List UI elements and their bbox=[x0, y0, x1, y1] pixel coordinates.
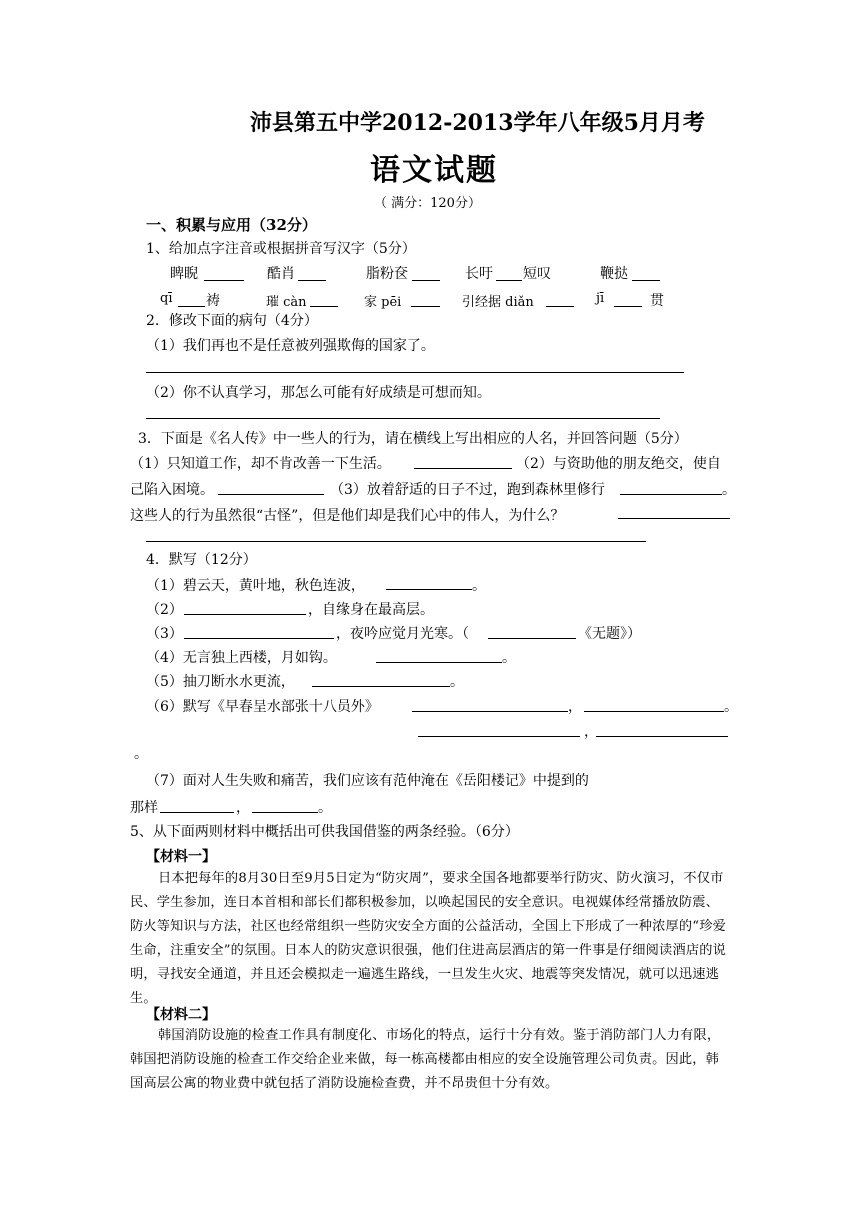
answer-blank[interactable] bbox=[411, 306, 440, 307]
material-2-text: 韩国消防设施的检查工作具有制度化、市场化的特点，运行十分有效。鉴于消防部门人力有限，韩国把消防设施的检查工作交给企业来做，每一栋高楼都由相应的安全设施管理公司负责。因此，韩国高层公寓的物业费中就包括了消防设施检查费，并不昂贵但十分有效。 bbox=[130, 1028, 721, 1091]
q1-word: 祷 bbox=[206, 293, 220, 309]
answer-blank[interactable] bbox=[386, 589, 472, 590]
q4-item-4: （4）无言独上西楼，月如钩。 bbox=[146, 650, 337, 666]
answer-blank[interactable] bbox=[632, 280, 660, 281]
answer-blank[interactable] bbox=[496, 280, 522, 281]
answer-blank[interactable] bbox=[418, 736, 580, 737]
q3-item-3: （3）放着舒适的日子不过，跑到森林里修行 bbox=[330, 482, 605, 498]
q4-item-7: （7）面对人生失败和痛苦，我们应该有范仲淹在《岳阳楼记》中提到的 bbox=[146, 773, 589, 789]
q3-item-2: （2）与资助他的朋友绝交，使自 bbox=[516, 456, 721, 472]
answer-line[interactable] bbox=[146, 418, 660, 419]
answer-blank[interactable] bbox=[184, 614, 306, 615]
material-1-text: 日本把每年的8月30日至9月5日定为“防灾周”，要求全国各地都要举行防灾、防火演习，不仅市民、学生参加，连日本首相和部长们都积极参加，以唤起国民的安全意识。电视媒体经常播放防震、防火等知识与方法，社区也经常组织一些防灾安全方面的公益活动，全国上下形成了一种浓厚的“珍爱生命，注重安全”的氛围。日本人的防灾意识很强，他们住进高层酒店的第一件事是仔细阅读酒店的说明，寻找安全通道，并且还会模拟走一遍逃生路线，一旦发生火灾、地震等突发情况，就可以迅速逃生。 bbox=[130, 871, 726, 1006]
q4-period: 。 bbox=[318, 800, 332, 816]
q4-item-2: ，自缘身在最高层。 bbox=[308, 602, 434, 618]
answer-blank[interactable] bbox=[184, 638, 334, 639]
q1-word: 鞭挞 bbox=[600, 266, 628, 282]
q4-item-3-num: （3） bbox=[146, 626, 183, 642]
q4-comma: ， bbox=[584, 724, 598, 740]
answer-blank[interactable] bbox=[584, 711, 724, 712]
q4-period: 。 bbox=[724, 699, 738, 715]
q1-pinyin: 家 pēi bbox=[364, 295, 402, 310]
q1-word: 贯 bbox=[650, 293, 664, 309]
subject-title: 语文试题 bbox=[370, 153, 498, 188]
school-title: 沛县第五中学2012-2013学年八年级5月月考 bbox=[250, 110, 705, 136]
answer-blank[interactable] bbox=[218, 494, 324, 495]
q4-item-5: （5）抽刀断水水更流， bbox=[146, 674, 295, 690]
q1-title: 1、给加点字注音或根据拼音写汉字（5分） bbox=[146, 241, 416, 257]
q1-word: 长吁 bbox=[465, 266, 493, 282]
answer-blank[interactable] bbox=[412, 280, 440, 281]
q3-item-1: （1）只知道工作，却不肯改善一下生活。 bbox=[130, 456, 391, 472]
q4-item-2-num: （2） bbox=[146, 602, 183, 618]
q1-pinyin: 璀 càn bbox=[266, 295, 307, 310]
q4-item-6: （6）默写《早春呈水部张十八员外》 bbox=[146, 699, 379, 715]
q4-lone-period: 。 bbox=[134, 746, 148, 762]
answer-blank[interactable] bbox=[620, 494, 722, 495]
q1-word: 酷肖 bbox=[267, 266, 295, 282]
q4-comma: ， bbox=[568, 699, 582, 715]
q4-period: 。 bbox=[472, 578, 486, 594]
q1-word: 短叹 bbox=[523, 266, 551, 282]
answer-blank[interactable] bbox=[376, 662, 502, 663]
material-1-label: 【材料一】 bbox=[146, 849, 216, 865]
answer-blank[interactable] bbox=[252, 812, 318, 813]
answer-blank[interactable] bbox=[488, 638, 576, 639]
answer-line[interactable] bbox=[618, 518, 730, 519]
q3-text: 己陷入困境。 bbox=[130, 482, 214, 498]
q2-title: 2．修改下面的病句（4分） bbox=[146, 313, 318, 329]
answer-blank[interactable] bbox=[160, 812, 234, 813]
q4-item-3: ，夜吟应觉月光寒。（ bbox=[336, 626, 469, 642]
q1-pinyin: jī bbox=[596, 291, 605, 306]
q4-title: 4．默写（12分） bbox=[146, 552, 257, 568]
q2-sentence-2: （2）你不认真学习，那怎么可能有好成绩是可想而知。 bbox=[146, 385, 491, 401]
answer-blank[interactable] bbox=[614, 306, 642, 307]
q3-question: 这些人的行为虽然很“古怪”，但是他们却是我们心中的伟人，为什么？ bbox=[130, 508, 565, 524]
answer-line[interactable] bbox=[146, 372, 684, 373]
answer-blank[interactable] bbox=[412, 711, 568, 712]
q4-item-3-source: 《无题》） bbox=[578, 626, 641, 642]
q1-pinyin: 引经据 diǎn bbox=[462, 295, 534, 310]
section-heading: 一、积累与应用（32分） bbox=[146, 216, 317, 234]
material-2-label: 【材料二】 bbox=[146, 1007, 216, 1023]
q1-word: 脂粉奁 bbox=[366, 266, 408, 282]
answer-blank[interactable] bbox=[178, 306, 205, 307]
answer-blank[interactable] bbox=[546, 306, 574, 307]
q5-title: 5、从下面两则材料中概括出可供我国借鉴的两条经验。（6分） bbox=[130, 824, 519, 840]
answer-blank[interactable] bbox=[298, 280, 326, 281]
q3-period: 。 bbox=[722, 482, 736, 498]
q4-item-1: （1）碧云天，黄叶地，秋色连波， bbox=[146, 578, 365, 594]
answer-blank[interactable] bbox=[414, 468, 512, 469]
answer-blank[interactable] bbox=[310, 306, 338, 307]
q4-period: 。 bbox=[502, 650, 516, 666]
answer-blank[interactable] bbox=[204, 280, 244, 281]
q1-pinyin: qī bbox=[160, 291, 173, 306]
q2-sentence-1: （1）我们再也不是任意被列强欺侮的国家了。 bbox=[146, 338, 435, 354]
answer-line[interactable] bbox=[146, 541, 646, 542]
answer-blank[interactable] bbox=[596, 736, 728, 737]
q4-item-7-cont: 那样 bbox=[130, 800, 158, 816]
answer-blank[interactable] bbox=[312, 686, 450, 687]
score-note: （ 满分：120分） bbox=[374, 196, 481, 211]
q1-word: 睥睨 bbox=[170, 266, 198, 282]
q4-period: 。 bbox=[450, 674, 464, 690]
q3-title: 3．下面是《名人传》中一些人的行为，请在横线上写出相应的人名，并回答问题（5分） bbox=[138, 431, 688, 447]
q4-comma: ， bbox=[236, 800, 250, 816]
